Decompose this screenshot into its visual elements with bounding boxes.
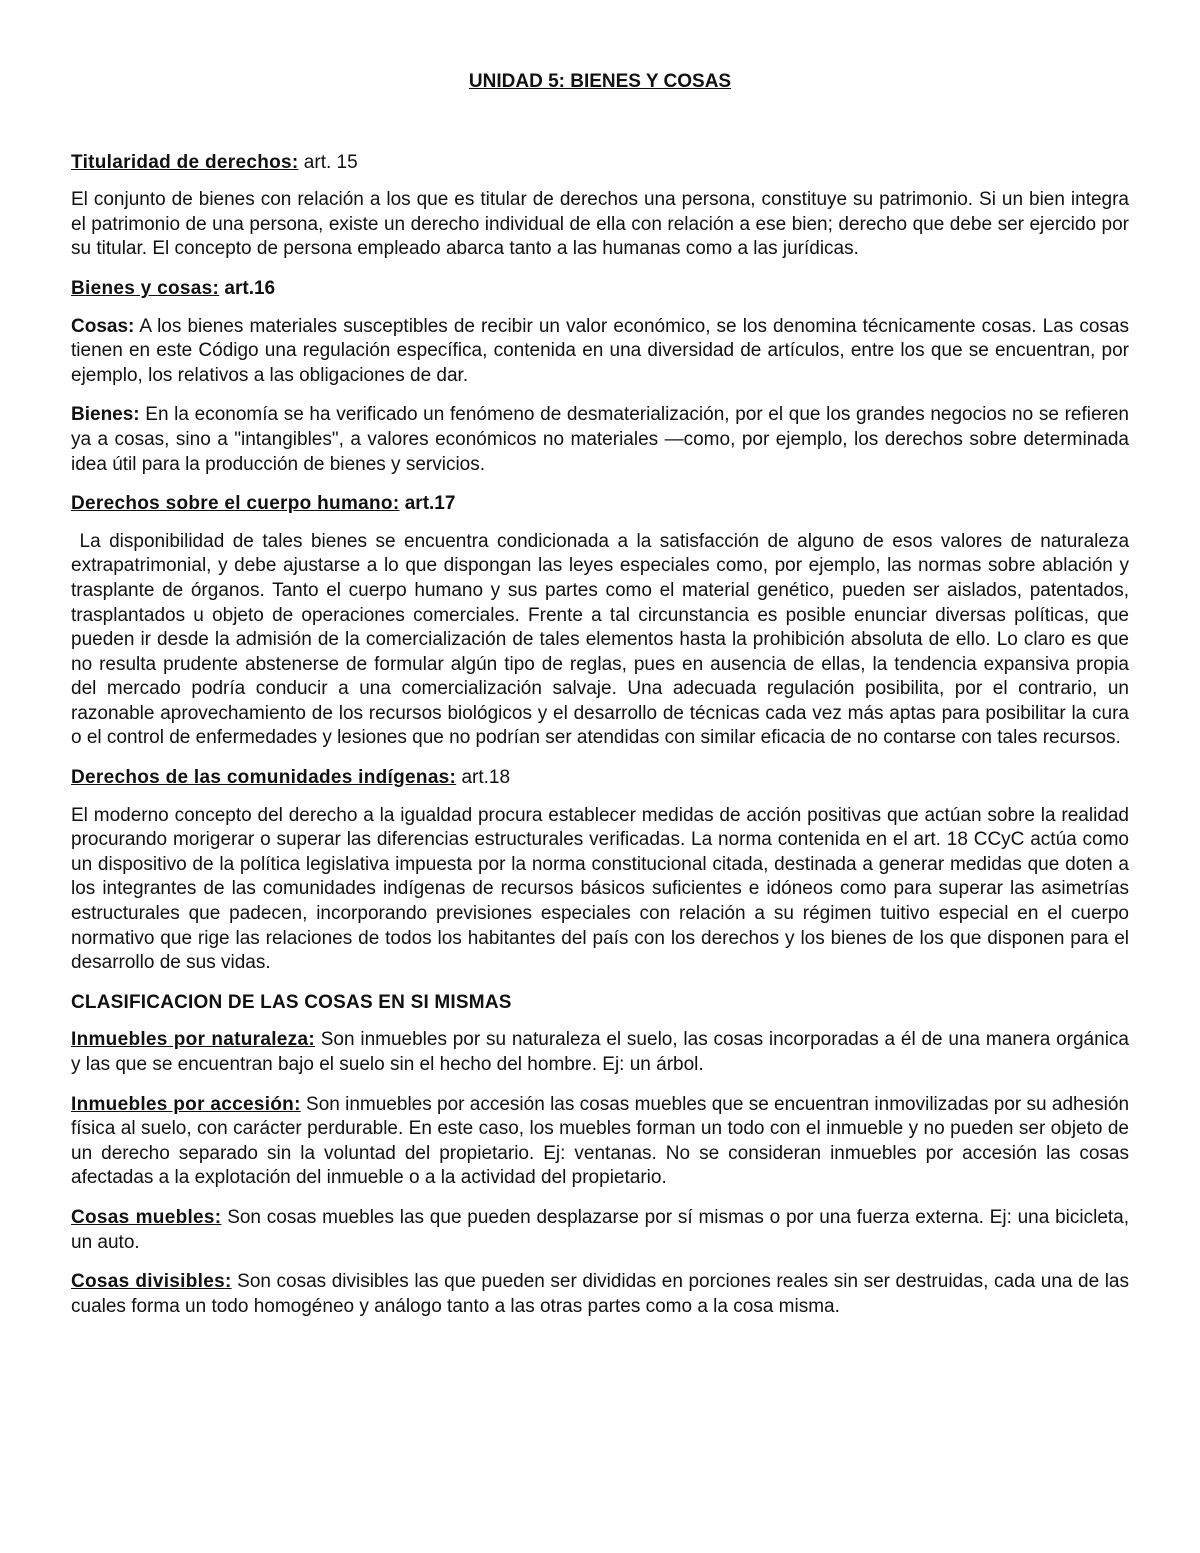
term-definition: Son cosas muebles las que pueden desplazarse por sí mismas o por una fuerza externa. Ej: una bicicleta, un auto. — [71, 1206, 1130, 1253]
document-title: UNIDAD 5: BIENES Y COSAS — [468, 71, 732, 92]
term-label: Bienes: — [71, 404, 140, 426]
term-definition: En la economía se ha verificado un fenómeno de desmaterialización, por el que los grandes negocios no se refieren ya a cosas, sino a "intangibles", a valores económicos no materiales —como, por ejemplo, los derechos sobre determinada idea útil para la producción de bienes y servicios. — [71, 404, 1129, 475]
paragraph-cosas-muebles — [71, 1206, 1129, 1255]
term-definition: Son inmuebles por su naturaleza el suelo, las cosas incorporadas a él de una manera orgánica y las que se encuentran bajo el suelo sin el hecho del hombre. Ej: un árbol. — [71, 1029, 1129, 1075]
paragraph-indigenas: El moderno concepto del derecho a la igualdad procura establecer medidas de acción positivas que actúan sobre la realidad procurando morigerar o superar las diferencias estructurales verificadas. La norma contenida en el art. 18 CCyC actúa como un dispositivo de la política legislativa impuesta por la norma constitucional citada, destinada a generar medidas que doten a los integrantes de las comunidades indígenas de recursos básicos suficientes e idóneos como para superar las asimetrías estructurales que padecen, incorporando previsiones especiales con relación a su régimen tuitivo especial en el cuerpo normativo que rige las relaciones de todos los habitantes del país con los derechos y los bienes de los que disponen para el desarrollo de sus vidas. — [71, 804, 1129, 974]
term-definition: Son inmuebles por accesión las cosas muebles que se encuentran inmovilizadas por su adhesión física al suelo, con carácter perdurable. En este caso, los muebles forman un todo con el inmueble y no pueden ser objeto de un derecho separado sin la voluntad del propietario. Ej: ventanas. No se consideran inmuebles por accesión las cosas afectadas a la explotación del inmueble o a la actividad del propietario. — [71, 1093, 1130, 1189]
paragraph-inmuebles-accesion — [71, 1093, 1129, 1191]
paragraph-inmuebles-naturaleza — [71, 1028, 1129, 1077]
term-label: Inmuebles por accesión: — [71, 1093, 301, 1115]
article-ref: art.17 — [399, 493, 456, 515]
article-ref: art. 15 — [298, 151, 358, 173]
paragraph-cuerpo-humano: La disponibilidad de tales bienes se encuentra condicionada a la satisfacción de alguno de esos valores de naturaleza extrapatrimonial, y debe ajustarse a lo que dispongan las leyes especiales como, por ejemplo, las normas sobre ablación y trasplante de órganos. Tanto el cuerpo humano y sus partes como el material genético, pueden ser aislados, patentados, trasplantados u objeto de operaciones comerciales. Frente a tal circunstancia es posible enunciar diversas políticas, que pueden ir desde la admisión de la comercialización de tales elementos hasta la prohibición absoluta de ello. Lo claro es que no resulta prudente abstenerse de formular algún tipo de reglas, pues en ausencia de ellas, la tendencia expansiva propia del mercado podría conducir a una comercialización salvaje. Una adecuada regulación posibilita, por el contrario, un razonable aprovechamiento de los recursos biológicos y el desarrollo de técnicas cada vez más aptas para posibilitar la cura o el control de enfermedades y lesiones que no podrían ser atendidas con similar eficacia de no contarse con tales recursos. — [71, 530, 1135, 749]
article-ref: art.16 — [219, 277, 276, 299]
section-heading: Derechos sobre el cuerpo humano: — [71, 493, 400, 515]
paragraph-bienes — [71, 403, 1129, 477]
term-definition: Son cosas divisibles las que pueden ser divididas en porciones reales sin ser destruidas, cada una de las cuales forma un todo homogéneo y análogo tanto a las otras partes como a la cosa misma. — [71, 1271, 1129, 1317]
document-page — [71, 70, 1135, 1334]
term-label: Cosas divisibles: — [71, 1271, 232, 1293]
section-clasificacion-heading: CLASIFICACION DE LAS COSAS EN SI MISMAS — [71, 991, 512, 1013]
section-heading: Titularidad de derechos: — [71, 151, 299, 173]
article-ref: art.18 — [456, 767, 511, 789]
section-heading: Derechos de las comunidades indígenas: — [71, 767, 457, 789]
paragraph-cosas — [71, 315, 1129, 389]
term-label: Cosas: — [71, 315, 135, 337]
term-definition: A los bienes materiales susceptibles de recibir un valor económico, se los denomina técnicamente cosas. Las cosas tienen en este Código una regulación específica, contenida en una diversidad de artículos, entre los que se encuentran, por ejemplo, los relativos a las obligaciones de dar. — [71, 315, 1129, 386]
term-label: Inmuebles por naturaleza: — [71, 1029, 315, 1051]
section-heading: Bienes y cosas: — [71, 277, 220, 299]
section-cuerpo-humano-header — [71, 492, 1129, 517]
paragraph-cosas-divisibles — [71, 1270, 1129, 1319]
term-label: Cosas muebles: — [71, 1206, 222, 1228]
paragraph-titularidad: El conjunto de bienes con relación a los que es titular de derechos una persona, constituye su patrimonio. Si un bien integra el patrimonio de una persona, existe un derecho individual de ella con relación a ese bien; derecho que debe ser ejercido por su titular. El concepto de persona empleado abarca tanto a las humanas como a las jurídicas. — [71, 189, 1129, 260]
section-titularidad-header — [71, 151, 1129, 176]
section-indigenas-header — [71, 766, 1129, 791]
section-bienes-cosas-header — [71, 277, 1129, 302]
